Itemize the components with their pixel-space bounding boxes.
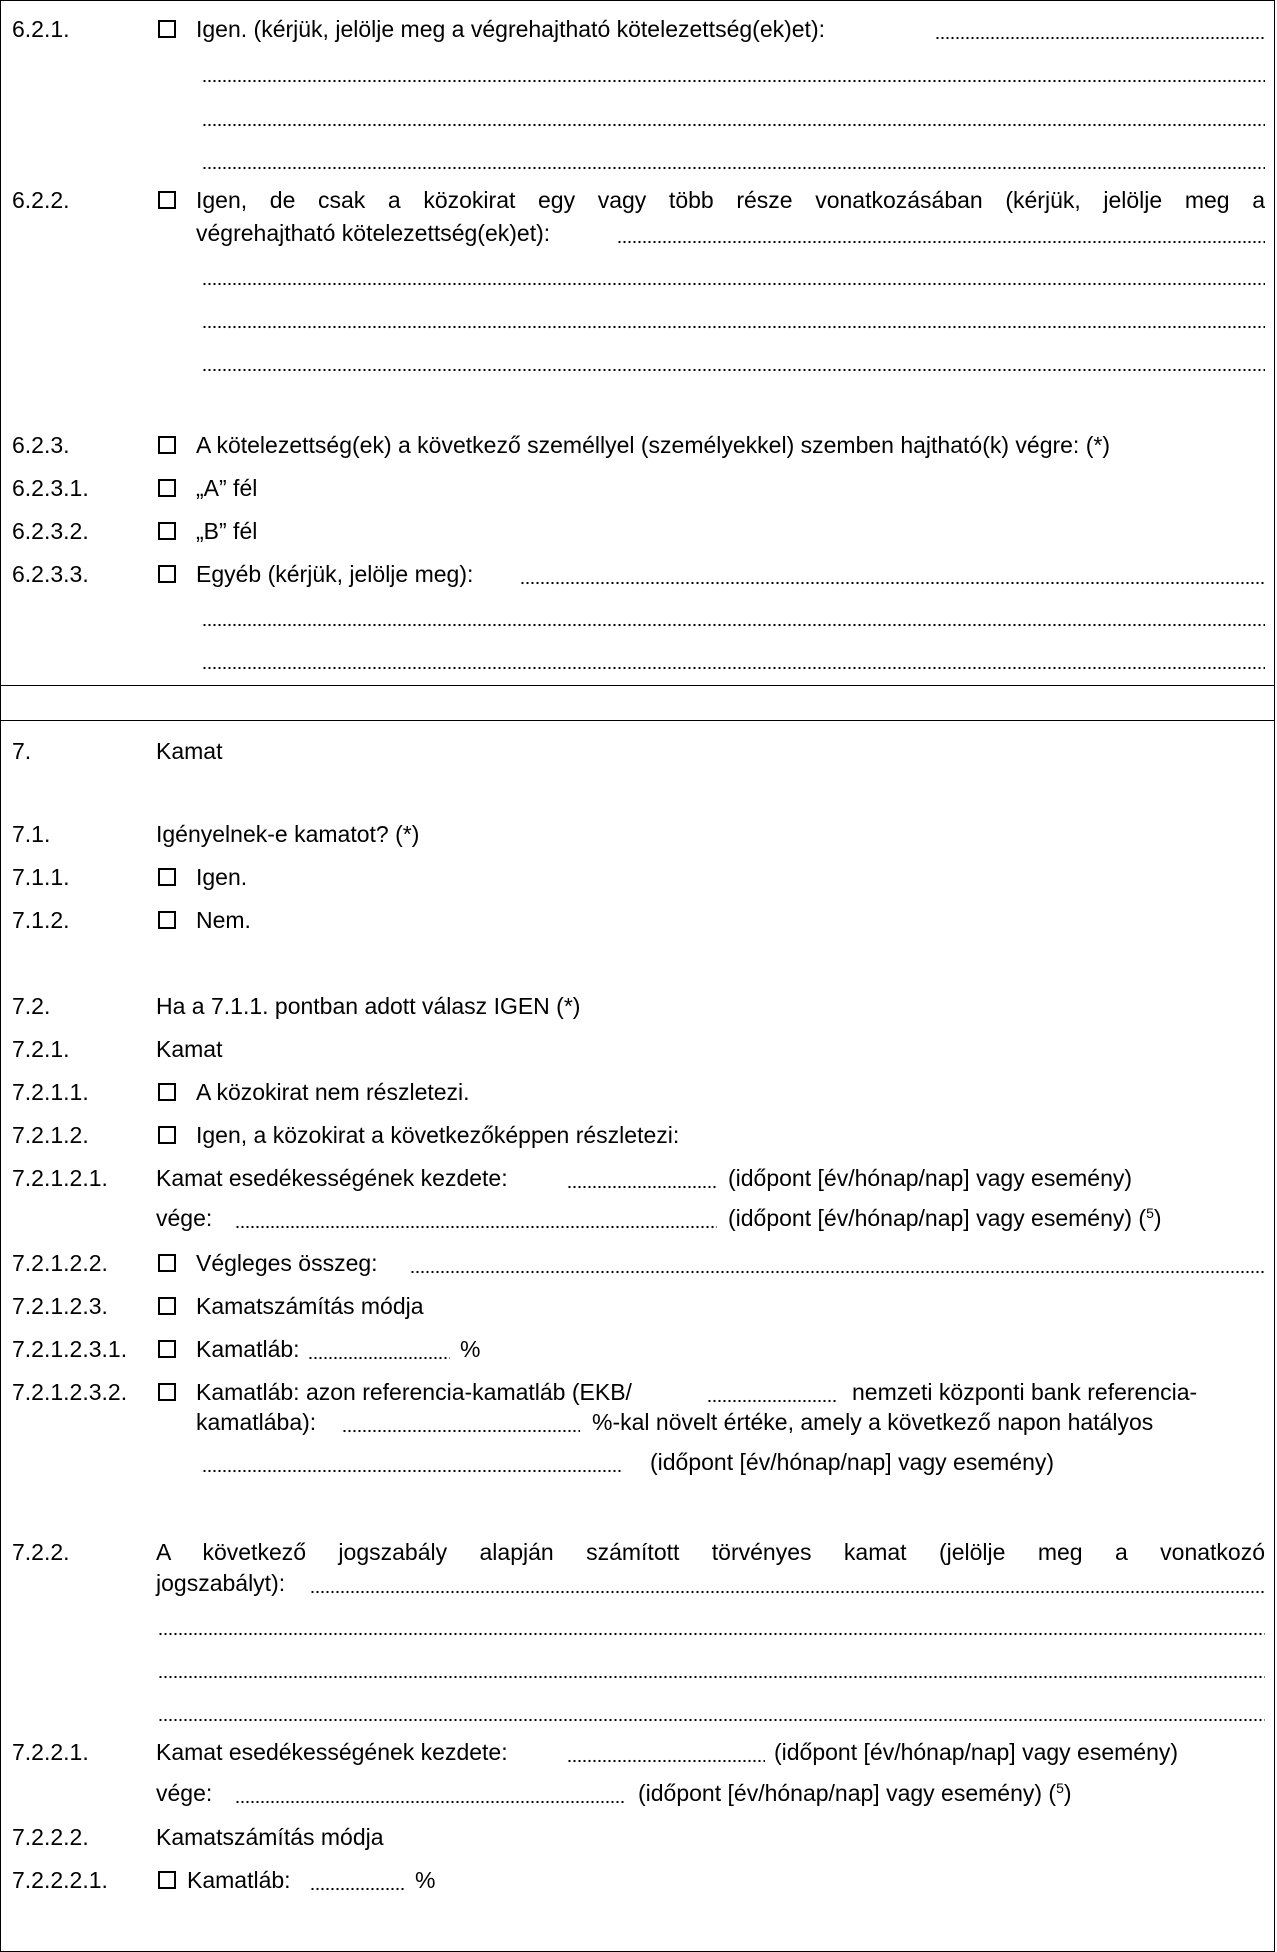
item-text: vége: [156,1205,213,1231]
item-number: 7.2. [12,993,51,1019]
item-number: 7.2.1.2. [12,1122,89,1148]
item-7-2-2-2 [0,1822,1277,1852]
fill-in-field[interactable] [520,559,1265,589]
fill-in-field[interactable] [202,1447,622,1477]
item-7-2-2-1-end [0,1778,1277,1808]
item-7-2-2-cont [0,1568,1277,1598]
fill-line [0,644,1277,674]
item-text: Igen, a közokirat a következőképpen részletezi: [196,1122,680,1148]
fill-in-field[interactable] [567,1163,717,1193]
item-7-1-1 [0,862,1277,892]
item-7-2-1-2-1-end [0,1203,1277,1233]
fill-in-field[interactable] [202,260,1265,290]
item-number: 7.2.1.2.3.2. [12,1379,128,1405]
unit-label: % [415,1867,436,1893]
fill-in-field[interactable] [202,101,1265,131]
item-number: 6.2.2. [12,187,70,213]
item-text: Kamatláb: azon referencia-kamatláb (EKB/ [196,1379,632,1405]
checkbox[interactable] [158,1083,176,1101]
checkbox[interactable] [158,20,176,38]
item-6-2-3-1 [0,473,1277,503]
item-6-2-2 [0,185,1277,215]
item-number: 7.2.1.2.2. [12,1250,108,1276]
item-7-2-1 [0,1034,1277,1064]
footnote-ref: 5 [1056,1780,1064,1796]
fill-in-field[interactable] [202,346,1265,376]
item-7-2-1-2-3-1 [0,1334,1277,1364]
item-text: (időpont [év/hónap/nap] vagy esemény) [728,1165,1133,1191]
item-7-2-1-2-2 [0,1248,1277,1278]
item-number: 6.2.3. [12,432,70,458]
item-text: (időpont [év/hónap/nap] vagy esemény) [650,1449,1055,1475]
fill-in-field[interactable] [158,1610,1265,1640]
fill-in-field[interactable] [310,1865,405,1895]
fill-in-field[interactable] [202,144,1265,174]
item-text: Kamat esedékességének kezdete: [156,1165,508,1191]
item-number: 7.1.1. [12,864,70,890]
checkbox[interactable] [158,436,176,454]
item-number: 7.2.2.1. [12,1739,89,1765]
item-7-2-1-2-1 [0,1163,1277,1193]
item-7-2-2-1 [0,1737,1277,1767]
item-7-1 [0,819,1277,849]
item-7-2-1-2-3-2 [0,1377,1277,1407]
item-text: A következő jogszabály alapján számított törvényes kamat (jelölje meg a vonatkozó [156,1539,1265,1565]
fill-in-field[interactable] [410,1248,1265,1278]
item-number: 7.2.1. [12,1036,70,1062]
item-text: Végleges összeg: [196,1250,378,1276]
item-text: kamatlába): [196,1409,317,1435]
checkbox[interactable] [158,1340,176,1358]
item-text: Kamatszámítás módja [156,1824,384,1850]
checkbox[interactable] [158,191,176,209]
item-number: 7.2.1.1. [12,1079,89,1105]
item-text: %-kal növelt értéke, amely a következő napon hatályos [592,1409,1154,1435]
item-6-2-3-3 [0,559,1277,589]
fill-line [0,601,1277,631]
section-7-heading [0,736,1277,766]
item-text: ) [1063,1780,1072,1806]
item-number: 7.2.2.2.1. [12,1867,108,1893]
item-text: Kamatláb: [196,1336,300,1362]
item-number: 7.1. [12,821,51,847]
item-text: A kötelezettség(ek) a következő személlyel (személyekkel) szemben hajtható(k) végre: (*) [196,432,1110,458]
item-6-2-3-2 [0,516,1277,546]
item-7-2-1-1 [0,1077,1277,1107]
fill-line [0,346,1277,376]
checkbox[interactable] [158,1297,176,1315]
item-number: 7.2.2. [12,1539,70,1565]
item-6-2-1 [0,14,1277,44]
item-text: Kamat esedékességének kezdete: [156,1739,508,1765]
checkbox[interactable] [158,522,176,540]
item-number: 6.2.1. [12,16,70,42]
item-number: 7.2.1.2.3. [12,1293,108,1319]
fill-line [0,101,1277,131]
item-7-2-1-2-3 [0,1291,1277,1321]
item-text: nemzeti központi bank referencia- [852,1379,1198,1405]
fill-in-field[interactable] [617,218,1265,248]
fill-in-field[interactable] [707,1377,837,1407]
checkbox[interactable] [158,1383,176,1401]
fill-line [0,144,1277,174]
checkbox[interactable] [158,911,176,929]
fill-in-field[interactable] [235,1203,717,1233]
fill-in-field[interactable] [158,1696,1265,1726]
fill-in-field[interactable] [202,601,1265,631]
item-text: végrehajtható kötelezettség(ek)et): [196,220,551,246]
footnote-ref: 5 [1146,1205,1154,1221]
item-text: Kamat [156,1036,223,1062]
fill-in-field[interactable] [308,1334,450,1364]
item-text: A közokirat nem részletezi. [196,1079,470,1105]
section-separator [0,686,1275,721]
fill-line [0,303,1277,333]
item-6-2-2-cont [0,218,1277,248]
fill-in-field[interactable] [202,303,1265,333]
checkbox[interactable] [158,1871,176,1889]
item-text: (időpont [év/hónap/nap] vagy esemény) ( [728,1205,1147,1231]
fill-in-field[interactable] [935,14,1265,44]
item-text: Egyéb (kérjük, jelölje meg): [196,561,474,587]
item-text [638,1778,1072,1808]
item-text: Igen. [196,864,248,890]
item-text: Ha a 7.1.1. pontban adott válasz IGEN (*) [156,993,581,1019]
checkbox[interactable] [158,868,176,886]
item-text: Kamatláb: [187,1867,291,1893]
fill-line [0,260,1277,290]
item-number: 7.2.2.2. [12,1824,89,1850]
fill-in-field[interactable] [567,1737,765,1767]
fill-in-field[interactable] [202,57,1265,87]
item-text: Kamatszámítás módja [196,1293,424,1319]
fill-line [0,1696,1277,1726]
item-7-1-2 [0,905,1277,935]
unit-label: % [460,1336,481,1362]
item-text: „A” fél [196,475,258,501]
item-number: 6.2.3.1. [12,475,89,501]
item-number: 7. [12,738,32,764]
item-7-2-1-2-3-2-cont [0,1407,1277,1437]
item-text: vége: [156,1780,213,1806]
item-7-2-1-2 [0,1120,1277,1150]
item-text: „B” fél [196,518,258,544]
fill-in-field[interactable] [310,1568,1265,1598]
item-text: ) [1153,1205,1162,1231]
item-text: Igen, de csak a közokirat egy vagy több része vonatkozásában (kérjük, jelölje meg a [196,187,1265,213]
fill-in-field[interactable] [342,1407,580,1437]
item-text: jogszabályt): [156,1570,286,1596]
section-title: Kamat [156,738,223,764]
item-7-2-2-2-1 [0,1865,1277,1895]
item-number: 6.2.3.2. [12,518,89,544]
checkbox[interactable] [158,565,176,583]
fill-line [0,1653,1277,1683]
checkbox[interactable] [158,1126,176,1144]
fill-in-field[interactable] [202,644,1265,674]
item-number: 7.2.1.2.3.1. [12,1336,128,1362]
item-7-2 [0,991,1277,1021]
item-number: 7.2.1.2.1. [12,1165,108,1191]
item-text: (időpont [év/hónap/nap] vagy esemény) ( [638,1780,1057,1806]
item-text: (időpont [év/hónap/nap] vagy esemény) [774,1739,1179,1765]
item-text [728,1203,1162,1233]
item-7-2-1-2-3-2-date [0,1447,1277,1477]
item-number: 7.1.2. [12,907,70,933]
fill-in-field[interactable] [158,1653,1265,1683]
fill-in-field[interactable] [235,1778,625,1808]
fill-line [0,57,1277,87]
fill-line [0,1610,1277,1640]
item-number: 6.2.3.3. [12,561,89,587]
item-7-2-2 [0,1537,1277,1567]
checkbox[interactable] [158,1254,176,1272]
item-text: Nem. [196,907,251,933]
item-text: Igényelnek-e kamatot? (*) [156,821,420,847]
item-text: Igen. (kérjük, jelölje meg a végrehajtható kötelezettség(ek)et): [196,16,825,42]
item-6-2-3 [0,430,1277,460]
checkbox[interactable] [158,479,176,497]
